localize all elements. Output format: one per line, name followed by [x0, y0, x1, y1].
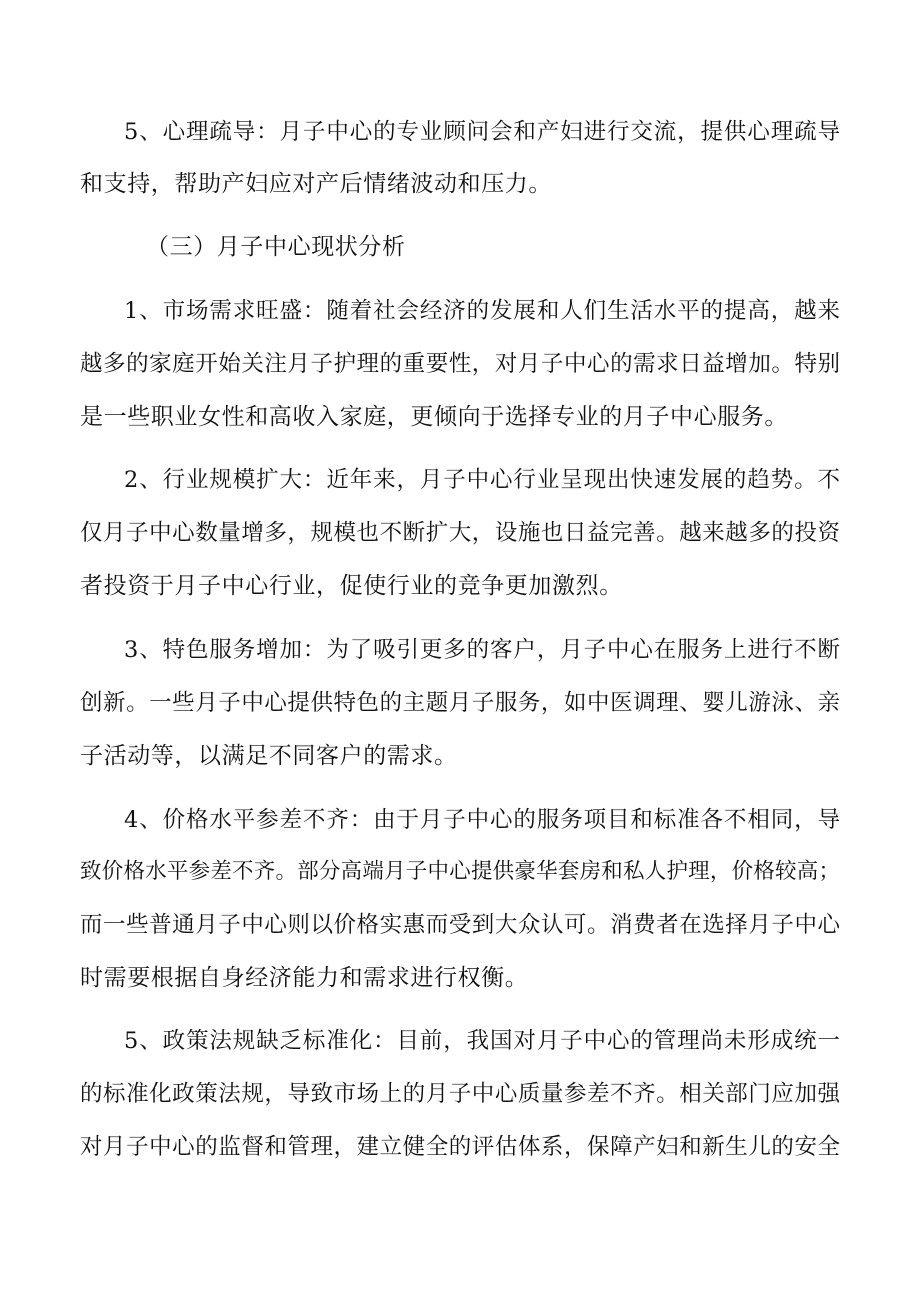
paragraph-5-line-4: 时需要根据自身经济能力和需求进行权衡。: [80, 965, 529, 991]
paragraph-2-line-1: 1、市场需求旺盛：随着社会经济的发展和人们生活水平的提高，越来: [124, 298, 840, 324]
paragraph-5-line-2: 致价格水平参差不齐。部分高端月子中心提供豪华套房和私人护理，价格较高；: [80, 859, 840, 884]
paragraph-1-line-1: 5、心理疏导：月子中心的专业顾问会和产妇进行交流，提供心理疏导: [124, 119, 840, 145]
paragraph-3-line-3: 者投资于月子中心行业，促使行业的竞争更加激烈。: [80, 573, 623, 599]
paragraph-3-line-1: 2、行业规模扩大：近年来，月子中心行业呈现出快速发展的趋势。不: [124, 467, 840, 493]
paragraph-4-line-2: 创新。一些月子中心提供特色的主题月子服务，如中医调理、婴儿游泳、亲: [80, 690, 840, 716]
paragraph-3-line-2: 仅月子中心数量增多，规模也不断扩大，设施也日益完善。越来越多的投资: [80, 520, 840, 546]
paragraph-6-line-1: 5、政策法规缺乏标准化：目前，我国对月子中心的管理尚未形成统一: [124, 1028, 840, 1054]
paragraph-4-line-3: 子活动等，以满足不同客户的需求。: [80, 743, 458, 769]
paragraph-6-line-2: 的标准化政策法规，导致市场上的月子中心质量参差不齐。相关部门应加强: [80, 1081, 840, 1107]
paragraph-5-line-3: 而一些普通月子中心则以价格实惠而受到大众认可。消费者在选择月子中心: [80, 912, 840, 938]
section-heading: （三）月子中心现状分析: [146, 234, 406, 260]
paragraph-4-line-1: 3、特色服务增加：为了吸引更多的客户，月子中心在服务上进行不断: [124, 637, 840, 663]
paragraph-1-line-2: 和支持，帮助产妇应对产后情绪波动和压力。: [80, 171, 552, 197]
paragraph-2-line-3: 是一些职业女性和高收入家庭，更倾向于选择专业的月子中心服务。: [80, 404, 788, 430]
paragraph-2-line-2: 越多的家庭开始关注月子护理的重要性，对月子中心的需求日益增加。特别: [80, 351, 840, 377]
paragraph-5-line-1: 4、价格水平参差不齐：由于月子中心的服务项目和标准各不相同，导: [124, 807, 840, 833]
paragraph-6-line-3: 对月子中心的监督和管理，建立健全的评估体系，保障产妇和新生儿的安全: [80, 1134, 840, 1160]
